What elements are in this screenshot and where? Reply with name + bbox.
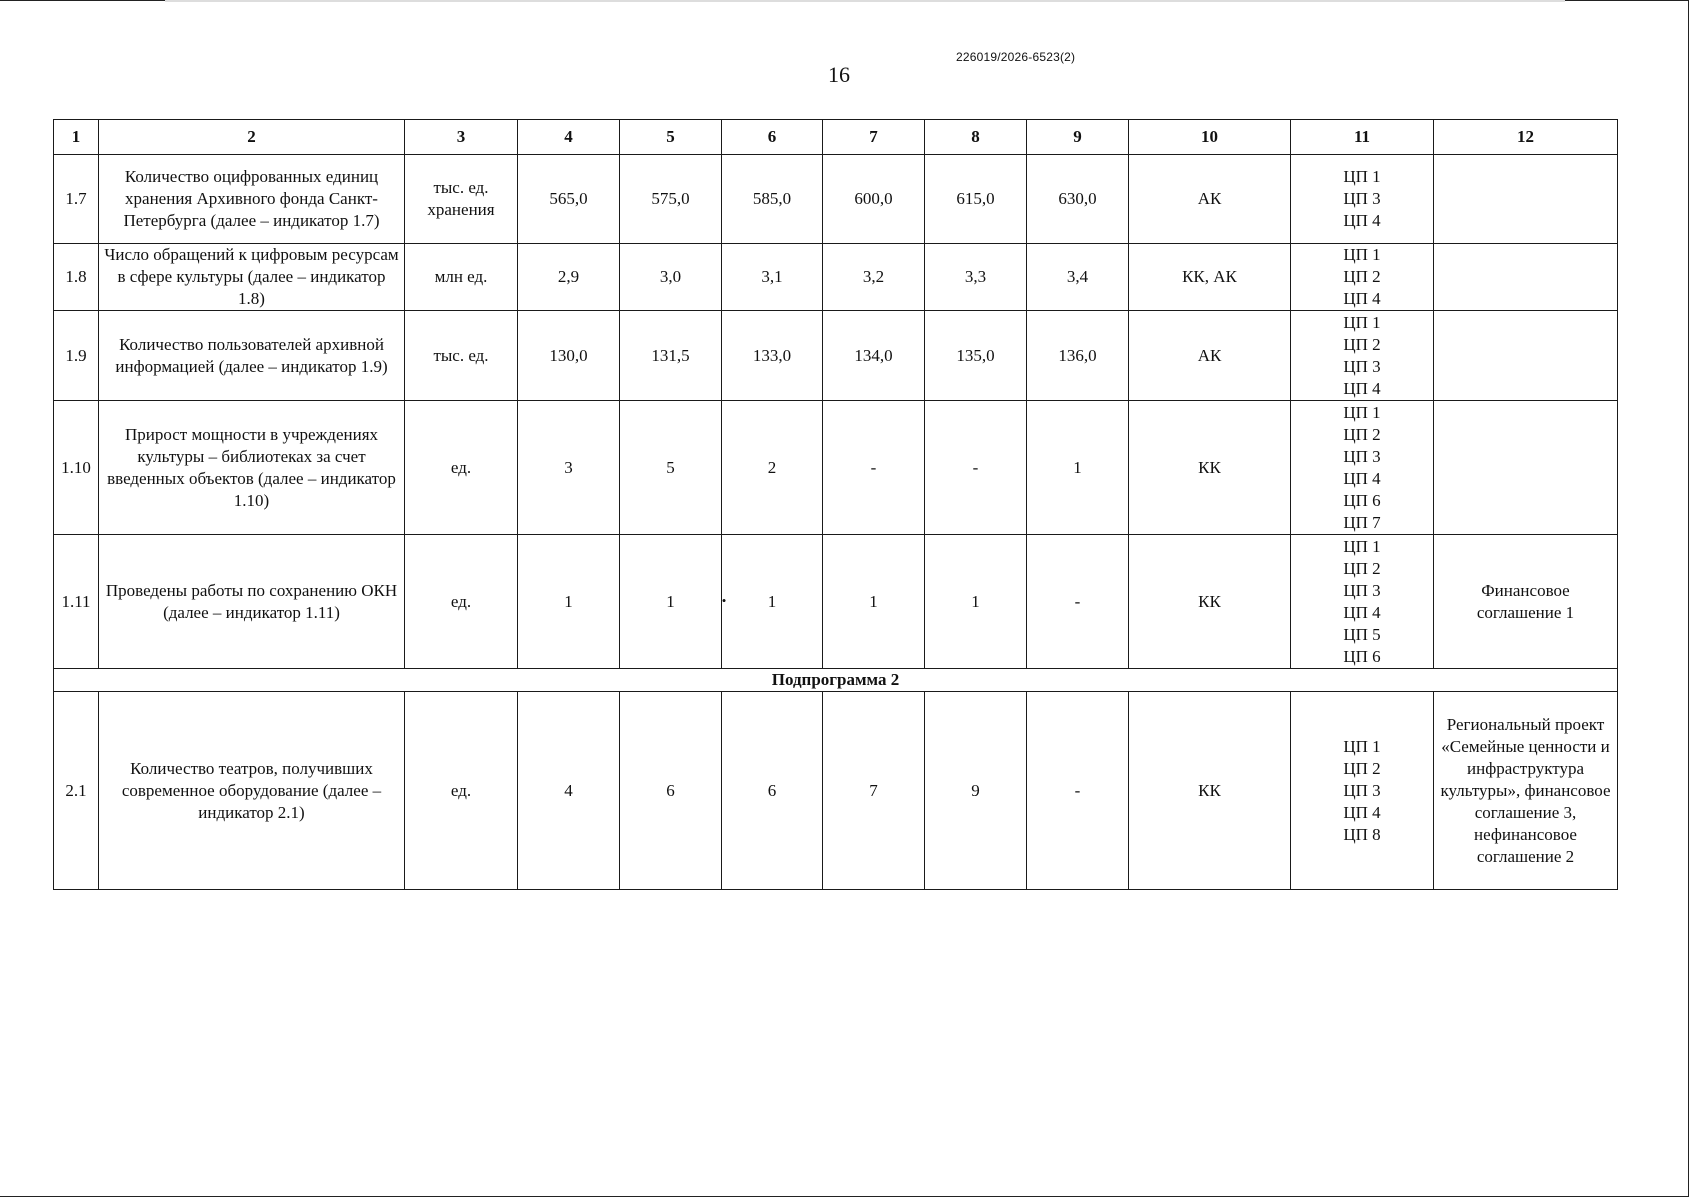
value-text: 3,3	[964, 267, 987, 286]
goal-code: ЦП 3	[1343, 446, 1381, 466]
goal-code: ЦП 4	[1343, 211, 1381, 230]
value-cell	[518, 401, 620, 535]
value-text: -	[870, 457, 877, 477]
value-cell	[722, 535, 823, 669]
value-cell	[620, 244, 722, 311]
value-cell	[518, 692, 620, 890]
responsible: КК, АК	[1129, 244, 1291, 311]
value-text: 134,0	[854, 345, 893, 365]
column-header: 8	[925, 120, 1027, 155]
indicator-name: Прирост мощности в учреждениях культуры – библиотеках за счет введенных объектов (далее – индикатор 1.10)	[99, 401, 405, 535]
unit: ед.	[405, 401, 518, 535]
column-header: 7	[823, 120, 925, 155]
value-text: 7	[869, 780, 878, 800]
goals-cell	[1291, 692, 1434, 890]
value-cell	[823, 692, 925, 890]
goal-code: ЦП 1	[1343, 402, 1381, 422]
value-cell	[1027, 244, 1129, 311]
value-text: 575,0	[651, 189, 690, 208]
goal-code: ЦП 6	[1343, 490, 1381, 510]
value-cell	[518, 311, 620, 401]
value-cell	[722, 692, 823, 890]
value-cell	[620, 311, 722, 401]
value-cell	[925, 692, 1027, 890]
column-header: 6	[722, 120, 823, 155]
goal-code: ЦП 1	[1343, 736, 1381, 756]
value-cell	[823, 311, 925, 401]
value-cell	[925, 401, 1027, 535]
indicator-name: Количество пользователей архивной информацией (далее – индикатор 1.9)	[99, 311, 405, 401]
value-cell	[518, 535, 620, 669]
goal-code: ЦП 5	[1343, 624, 1381, 644]
goal-code: ЦП 2	[1343, 267, 1381, 286]
value-cell	[925, 311, 1027, 401]
column-header: 1	[54, 120, 99, 155]
value-cell	[823, 401, 925, 535]
goal-code: ЦП 3	[1343, 780, 1381, 800]
indicator-name: Количество театров, получивших современное оборудование (далее – индикатор 2.1)	[99, 692, 405, 890]
responsible: АК	[1129, 155, 1291, 244]
goal-code: ЦП 3	[1343, 580, 1381, 600]
value-text: 585,0	[752, 189, 792, 208]
value-text: 615,0	[956, 189, 995, 208]
goals-cell	[1291, 244, 1434, 311]
row-number: 2.1	[54, 692, 99, 890]
goal-code: ЦП 4	[1343, 802, 1381, 822]
subprogram-title: Подпрограмма 2	[54, 669, 1618, 692]
goal-code: ЦП 7	[1343, 512, 1381, 532]
value-text: • 1	[768, 592, 777, 611]
value-text: 135,0	[956, 345, 995, 365]
value-text: 565,0	[549, 189, 588, 208]
document-id: 226019/2026-6523(2)	[956, 50, 1076, 64]
value-text: 600,0	[854, 189, 893, 208]
goal-code: ЦП 4	[1343, 468, 1381, 488]
column-header: 9	[1027, 120, 1129, 155]
indicator-name: Количество оцифрованных единиц хранения Архивного фонда Санкт-Петербурга (далее – индикатор 1.7)	[99, 155, 405, 244]
indicator-name: Проведены работы по сохранению ОКН (далее – индикатор 1.11)	[99, 535, 405, 669]
value-text: 3,1	[761, 267, 783, 286]
note	[1434, 155, 1618, 244]
value-text: 1	[666, 591, 675, 611]
value-text: 5	[666, 457, 675, 477]
value-text: 4	[564, 780, 573, 800]
value-cell	[620, 535, 722, 669]
note	[1434, 244, 1618, 311]
subprogram-row	[54, 669, 1618, 692]
value-cell	[722, 244, 823, 311]
value-text: 130,0	[549, 345, 588, 365]
goal-code: ЦП 2	[1343, 758, 1381, 778]
table-row	[54, 244, 1618, 311]
goal-code: ЦП 6	[1343, 646, 1381, 666]
value-cell	[722, 311, 823, 401]
responsible: КК	[1129, 535, 1291, 669]
table-row	[54, 535, 1618, 669]
responsible: АК	[1129, 311, 1291, 401]
goal-code: ЦП 2	[1343, 558, 1381, 578]
responsible: КК	[1129, 401, 1291, 535]
value-cell	[1027, 311, 1129, 401]
row-number: 1.11	[54, 535, 99, 669]
row-number: 1.8	[54, 244, 99, 311]
row-number: 1.10	[54, 401, 99, 535]
value-text: 3	[564, 457, 573, 477]
column-header: 10	[1129, 120, 1291, 155]
value-text: 1	[1073, 457, 1082, 477]
value-text: 1	[971, 591, 980, 611]
table-row	[54, 311, 1618, 401]
value-text: 2,9	[557, 267, 580, 286]
scan-top-edge	[165, 0, 1565, 2]
goals-cell	[1291, 155, 1434, 244]
value-text: 131,5	[651, 345, 690, 365]
goal-code: ЦП 4	[1343, 378, 1381, 398]
row-number: 1.9	[54, 311, 99, 401]
value-text: -	[1074, 591, 1081, 611]
value-cell	[823, 535, 925, 669]
value-cell	[1027, 692, 1129, 890]
goal-code: ЦП 8	[1343, 824, 1381, 844]
value-text: 136,0	[1058, 345, 1097, 365]
indicator-name: Число обращений к цифровым ресурсам в сфере культуры (далее – индикатор 1.8)	[99, 244, 405, 311]
table-row	[54, 155, 1618, 244]
value-cell	[518, 155, 620, 244]
unit: ед.	[405, 535, 518, 669]
goal-code: ЦП 1	[1343, 167, 1381, 186]
value-text: 133,0	[752, 345, 792, 365]
goal-code: ЦП 3	[1343, 356, 1381, 376]
goal-code: ЦП 1	[1343, 245, 1381, 264]
note: Региональный проект «Семейные ценности и инфраструктура культуры», финансовое соглашение 3, нефинансовое соглашение 2	[1434, 692, 1618, 890]
column-header: 3	[405, 120, 518, 155]
note	[1434, 311, 1618, 401]
indicators-table	[53, 119, 1618, 890]
value-cell	[823, 244, 925, 311]
value-cell	[722, 155, 823, 244]
goal-code: ЦП 2	[1343, 334, 1381, 354]
value-cell	[1027, 155, 1129, 244]
goal-code: ЦП 3	[1343, 189, 1381, 208]
note	[1434, 401, 1618, 535]
value-cell	[1027, 401, 1129, 535]
value-cell	[518, 244, 620, 311]
note: Финансовое соглашение 1	[1434, 535, 1618, 669]
responsible: КК	[1129, 692, 1291, 890]
value-text: 3,4	[1066, 267, 1089, 286]
value-cell	[620, 692, 722, 890]
value-cell	[620, 155, 722, 244]
value-cell	[1027, 535, 1129, 669]
column-header: 5	[620, 120, 722, 155]
value-cell	[823, 155, 925, 244]
value-cell	[925, 535, 1027, 669]
goals-cell	[1291, 401, 1434, 535]
value-cell	[925, 244, 1027, 311]
value-text: 630,0	[1058, 189, 1097, 208]
goal-code: ЦП 4	[1343, 289, 1381, 308]
value-text: 1	[564, 591, 573, 611]
goal-code: ЦП 1	[1343, 536, 1381, 556]
unit: млн ед.	[405, 244, 518, 311]
header-row	[54, 120, 1618, 155]
column-header: 12	[1434, 120, 1618, 155]
column-header: 4	[518, 120, 620, 155]
unit: тыс. ед.	[405, 311, 518, 401]
value-text: -	[1074, 780, 1081, 800]
unit: ед.	[405, 692, 518, 890]
value-text: -	[972, 457, 979, 477]
value-text: 3,2	[862, 267, 885, 286]
value-text: 1	[869, 591, 878, 611]
page-number: 16	[828, 62, 850, 87]
column-header: 2	[99, 120, 405, 155]
goal-code: ЦП 1	[1343, 312, 1381, 332]
value-text: 2	[767, 457, 777, 477]
row-number: 1.7	[54, 155, 99, 244]
value-text: 6	[767, 780, 777, 800]
table-row	[54, 401, 1618, 535]
goals-cell	[1291, 535, 1434, 669]
value-cell	[620, 401, 722, 535]
value-text: 3,0	[659, 267, 682, 286]
value-text: 9	[971, 780, 980, 800]
goals-cell	[1291, 311, 1434, 401]
goal-code: ЦП 2	[1343, 424, 1381, 444]
value-text: 6	[666, 780, 675, 800]
table-row	[54, 692, 1618, 890]
value-cell	[722, 401, 823, 535]
goal-code: ЦП 4	[1343, 602, 1381, 622]
value-cell	[925, 155, 1027, 244]
unit: тыс. ед. хранения	[405, 155, 518, 244]
column-header: 11	[1291, 120, 1434, 155]
